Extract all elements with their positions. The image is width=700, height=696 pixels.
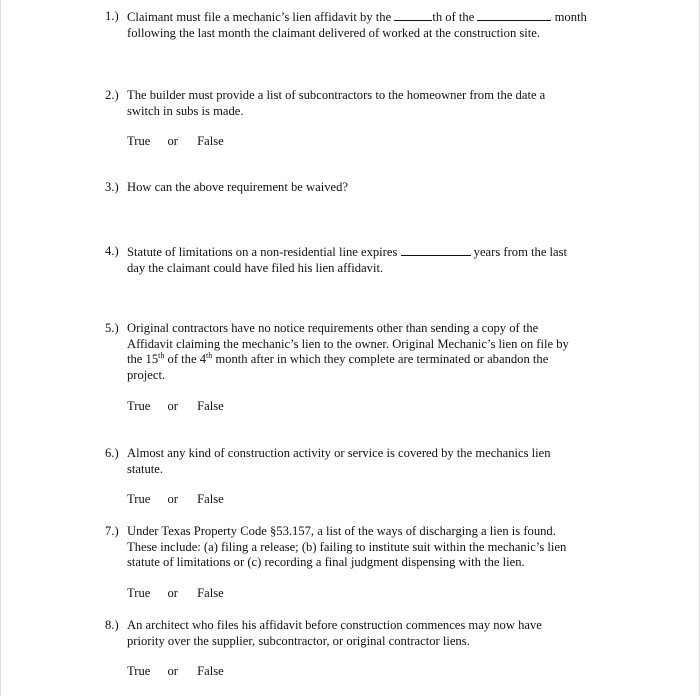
false-option[interactable]: False bbox=[197, 492, 224, 506]
question-2-number: 2.) bbox=[105, 88, 119, 102]
question-5-number: 5.) bbox=[105, 321, 119, 335]
question-5-line2: Affidavit claiming the mechanic’s lien to the owner. Original Mechanic’s lien on file by bbox=[127, 336, 569, 351]
question-8-number: 8.) bbox=[105, 618, 119, 632]
question-5-line4: project. bbox=[127, 367, 166, 382]
blank-month-field[interactable] bbox=[477, 9, 551, 21]
question-4-line2: day the claimant could have filed his lien affidavit. bbox=[127, 260, 384, 275]
false-option[interactable]: False bbox=[197, 399, 224, 413]
false-option[interactable]: False bbox=[197, 134, 224, 148]
blank-years-field[interactable] bbox=[401, 244, 471, 256]
question-2-line1: The builder must provide a list of subcontractors to the homeowner from the date a bbox=[127, 88, 546, 102]
question-6-line2: statute. bbox=[127, 461, 164, 476]
question-1-line1-part1: Claimant must file a mechanic’s lien affidavit by the bbox=[127, 10, 392, 24]
question-4-line1-part1: Statute of limitations on a non-residential line expires bbox=[127, 245, 398, 259]
question-6-true-false bbox=[127, 492, 224, 508]
question-5-line3-part3: month after in which they complete are terminated or abandon the bbox=[212, 352, 549, 366]
true-option[interactable]: True bbox=[127, 586, 151, 600]
question-1-number: 1.) bbox=[105, 9, 119, 23]
false-option[interactable]: False bbox=[197, 586, 224, 600]
question-8-text bbox=[127, 618, 615, 649]
true-option[interactable]: True bbox=[127, 492, 151, 506]
or-label: or bbox=[167, 586, 178, 600]
or-label: or bbox=[167, 399, 178, 413]
false-option[interactable]: False bbox=[197, 664, 224, 678]
question-1-line1-part2: th of the bbox=[432, 10, 475, 24]
question-4-text bbox=[127, 244, 615, 276]
or-label: or bbox=[167, 134, 178, 148]
question-5-true-false bbox=[127, 399, 224, 415]
question-8-line2: priority over the supplier, subcontractor, or original contractor liens. bbox=[127, 633, 470, 648]
true-option[interactable]: True bbox=[127, 134, 151, 148]
question-7-text bbox=[127, 524, 615, 571]
or-label: or bbox=[167, 664, 178, 678]
question-3-line1: How can the above requirement be waived? bbox=[127, 180, 348, 194]
question-3-number: 3.) bbox=[105, 180, 119, 194]
question-5-line1: Original contractors have no notice requirements other than sending a copy of the bbox=[127, 321, 539, 335]
superscript-th: th bbox=[158, 351, 165, 360]
question-6-line1: Almost any kind of construction activity or service is covered by the mechanics lien bbox=[127, 446, 551, 460]
question-4-number: 4.) bbox=[105, 244, 119, 258]
question-7-number: 7.) bbox=[105, 524, 119, 538]
question-8-line1: An architect who files his affidavit before construction commences may now have bbox=[127, 618, 542, 632]
question-4-line1-part2: years from the last bbox=[473, 245, 568, 259]
question-5-text bbox=[127, 321, 615, 383]
superscript-th: th bbox=[206, 351, 213, 360]
question-1-line2: following the last month the claimant delivered of worked at the construction site. bbox=[127, 25, 541, 40]
question-6-number: 6.) bbox=[105, 446, 119, 460]
question-7-true-false bbox=[127, 586, 224, 602]
question-7-line1: Under Texas Property Code §53.157, a list of the ways of discharging a lien is found. bbox=[127, 524, 556, 538]
question-1-text bbox=[127, 9, 615, 41]
or-label: or bbox=[167, 492, 178, 506]
question-1-line1-part3: month bbox=[554, 10, 587, 24]
true-option[interactable]: True bbox=[127, 664, 151, 678]
true-option[interactable]: True bbox=[127, 399, 151, 413]
blank-day-field[interactable] bbox=[394, 9, 432, 21]
question-2-text bbox=[127, 88, 615, 119]
question-8-true-false bbox=[127, 664, 224, 680]
question-2-line2: switch in subs is made. bbox=[127, 103, 244, 118]
question-5-line3 bbox=[127, 352, 615, 368]
question-3-text bbox=[127, 180, 615, 196]
question-2-true-false bbox=[127, 134, 224, 150]
question-6-text bbox=[127, 446, 615, 477]
question-7-line3: statute of limitations or (c) recording a final judgment dispensing with the lien. bbox=[127, 555, 525, 569]
question-5-line3-part2: of the 4 bbox=[164, 352, 206, 366]
question-5-line3-part1: the 15 bbox=[127, 352, 159, 366]
question-7-line2: These include: (a) filing a release; (b) failing to institute suit within the mechanic’s lien bbox=[127, 539, 567, 554]
